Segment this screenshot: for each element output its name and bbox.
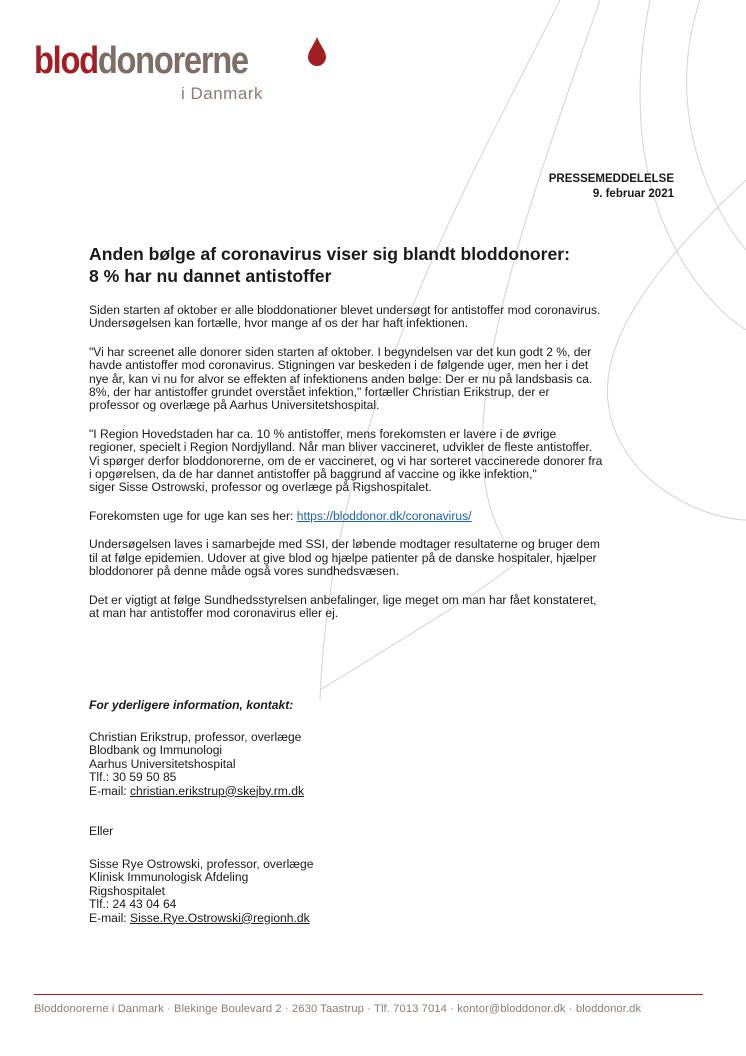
press-header — [549, 172, 674, 202]
contact-name: Sisse Rye Ostrowski, professor, overlæge — [89, 857, 314, 871]
footer-divider — [34, 994, 703, 995]
paragraph-3 — [89, 428, 689, 495]
link-intro-text: Forekomsten uge for uge kan ses her: — [89, 508, 297, 523]
press-date: 9. februar 2021 — [592, 188, 674, 200]
paragraph-line: Vi spørger derfor bloddonorerne, om de er vaccineret, og vi har sorteret vaccinerede donorer fra — [89, 453, 603, 468]
paragraph-line: 8%, der har antistoffer grundet overstået infektion," fortæller Christian Erikstrup, der er — [89, 385, 550, 400]
email-label: E-mail: — [89, 783, 130, 798]
paragraph-line: Undersøgelsen laves i samarbejde med SSI, der løbende modtager resultaterne og bruger dem — [89, 537, 600, 552]
headline-line-2: 8 % har nu dannet antistoffer — [89, 266, 332, 286]
paragraph-line: til at følge epidemien. Udover at give blod og hjælpe patienter på de danske hospitaler, hjælper — [89, 550, 597, 565]
headline-line-1: Anden bølge af coronavirus viser sig blandt bloddonorer: — [89, 244, 570, 264]
paragraph-line: havde antistoffer mod coronavirus. Stigningen var beskeden i de følgende uger, men her i det — [89, 358, 589, 373]
contact-person-2 — [89, 858, 313, 925]
logo — [34, 36, 354, 111]
press-label: PRESSEMEDDELELSE — [548, 173, 674, 185]
paragraph-2 — [89, 346, 689, 413]
logo-subtitle: i Danmark — [181, 84, 263, 103]
paragraph-line: siger Sisse Ostrowski, professor og overlæge på Rigshospitalet. — [89, 480, 432, 495]
contact-email-link[interactable]: Sisse.Rye.Ostrowski@regionh.dk — [130, 910, 310, 925]
headline — [89, 243, 669, 287]
logo-wordmark — [34, 40, 248, 83]
contact-heading: For yderligere information, kontakt: — [89, 698, 294, 712]
paragraph-line: "I Region Hovedstaden har ca. 10 % antistoffer, mens forekomsten er lavere i de øvrige — [89, 426, 557, 441]
paragraph-line: Siden starten af oktober er alle bloddonationer blevet undersøgt for antistoffer mod coronavirus. — [89, 303, 601, 317]
contact-email-link[interactable]: christian.erikstrup@skejby.rm.dk — [130, 783, 305, 798]
paragraph-line: Det er vigtigt at følge Sundhedsstyrelsen anbefalinger, lige meget om man har fået konstateret, — [89, 592, 597, 607]
logo-word-donorerne: donorerne — [97, 40, 248, 82]
paragraph-6 — [89, 594, 689, 621]
contact-organization: Rigshospitalet — [89, 883, 165, 898]
coronavirus-link[interactable]: https://bloddonor.dk/coronavirus/ — [296, 508, 472, 523]
paragraph-line: regioner, specielt i Region Nordjylland. Når man bliver vaccineret, udvikler de fleste antistoffer. — [89, 440, 593, 455]
paragraph-line: "Vi har screenet alle donorer siden starten af oktober. I begyndelsen var det kun godt 2 %, der — [89, 344, 592, 359]
contact-department: Blodbank og Immunologi — [89, 743, 223, 758]
paragraph-4 — [89, 510, 689, 523]
contact-name: Christian Erikstrup, professor, overlæge — [89, 730, 302, 744]
contact-phone: Tlf.: 30 59 50 85 — [89, 770, 177, 785]
paragraph-line: Undersøgelsen kan fortælle, hvor mange af os der har haft infektionen. — [89, 316, 469, 331]
paragraph-line: at man har antistoffer mod coronavirus eller ej. — [89, 605, 339, 620]
contact-person-1 — [89, 731, 304, 798]
paragraph-line: bloddonorer på denne måde også vores sundhedsvæsen. — [89, 564, 399, 579]
contact-department: Klinisk Immunologisk Afdeling — [89, 870, 249, 885]
paragraph-1 — [89, 304, 689, 331]
article-body — [89, 304, 689, 635]
footer-address: Bloddonorerne i Danmark · Blekinge Boulevard 2 · 2630 Taastrup · Tlf. 7013 7014 · kontor@bloddonor.dk · bloddonor.dk — [34, 1003, 642, 1015]
contact-or: Eller — [89, 824, 114, 838]
contact-email-line — [89, 912, 313, 925]
contact-phone: Tlf.: 24 43 04 64 — [89, 897, 177, 912]
contact-email-line — [89, 785, 304, 798]
logo-word-blod: blod — [34, 40, 98, 82]
paragraph-line: professor og overlæge på Aarhus Universitetshospital. — [89, 398, 380, 413]
blood-drop-icon — [306, 36, 328, 68]
paragraph-line: i opgørelsen, da de har dannet antistoffer på baggrund af vaccine og ikke infektion," — [89, 467, 537, 482]
contact-organization: Aarhus Universitetshospital — [89, 756, 236, 771]
paragraph-line: nye år, kan vi nu for alvor se effekten af infektionens anden bølge: Der er nu på landsbasis ca. — [89, 371, 593, 386]
paragraph-5 — [89, 538, 689, 578]
email-label: E-mail: — [89, 910, 130, 925]
